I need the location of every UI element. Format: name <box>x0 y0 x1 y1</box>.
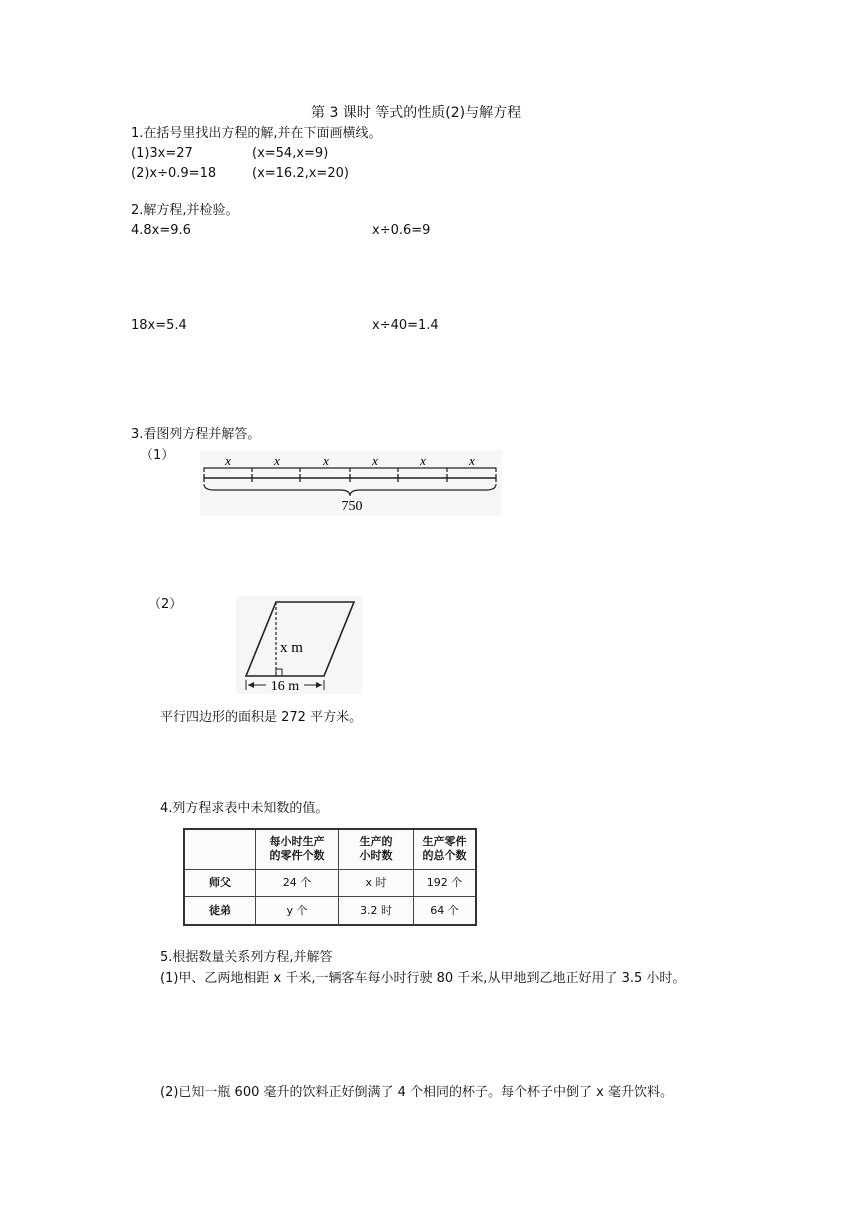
table-cell: x 时 <box>339 869 414 897</box>
segment-x-label-1: x <box>225 453 231 468</box>
table-header-rate: 每小时生产 的零件个数 <box>256 829 339 869</box>
segment-x-label-4: x <box>372 453 378 468</box>
segment-diagram <box>200 450 502 516</box>
table-header-row <box>184 829 476 869</box>
table-cell: 192 个 <box>414 869 477 897</box>
segment-x-label-3: x <box>323 453 329 468</box>
q2-equation-3: 18x=5.4 <box>131 318 187 333</box>
q2-equation-4: x÷40=1.4 <box>372 318 439 333</box>
table-cell: 徒弟 <box>184 897 256 925</box>
parallelogram-base-label: 16 m <box>270 679 300 694</box>
table-row <box>184 897 476 925</box>
segment-x-label-2: x <box>274 453 280 468</box>
parallelogram-diagram <box>236 596 362 694</box>
q1-item-2-options: (x=16.2,x=20) <box>252 166 349 181</box>
q3-part2-text: 平行四边形的面积是 272 平方米。 <box>160 710 363 725</box>
q2-equation-1: 4.8x=9.6 <box>131 223 191 238</box>
q1-item-1-options: (x=54,x=9) <box>252 146 329 161</box>
table-header-hours: 生产的 小时数 <box>339 829 414 869</box>
table-cell: 3.2 时 <box>339 897 414 925</box>
table-cell: 64 个 <box>414 897 477 925</box>
table-header-corner <box>184 829 256 869</box>
q5-part2: (2)已知一瓶 600 毫升的饮料正好倒满了 4 个相同的杯子。每个杯子中倒了 x 毫升饮料。 <box>160 1085 673 1100</box>
q2-equation-2: x÷0.6=9 <box>372 223 431 238</box>
table-cell: 师父 <box>184 869 256 897</box>
q3-part2-label: （2） <box>148 597 183 612</box>
q3-part1-label: （1） <box>140 448 175 463</box>
q5-part1: (1)甲、乙两地相距 x 千米,一辆客车每小时行驶 80 千米,从甲地到乙地正好用了 3.5 小时。 <box>160 971 686 986</box>
parallelogram-height-label: x m <box>280 640 303 656</box>
q3-prompt: 3.看图列方程并解答。 <box>131 427 261 442</box>
q1-item-1-equation: (1)3x=27 <box>131 146 193 161</box>
production-table <box>183 828 477 926</box>
table-row <box>184 869 476 897</box>
q4-prompt: 4.列方程求表中未知数的值。 <box>160 801 329 816</box>
q5-prompt: 5.根据数量关系列方程,并解答 <box>160 950 333 965</box>
q1-prompt: 1.在括号里找出方程的解,并在下面画横线。 <box>131 126 382 141</box>
segment-x-label-6: x <box>469 453 475 468</box>
table-cell: 24 个 <box>256 869 339 897</box>
table-cell: y 个 <box>256 897 339 925</box>
segment-x-label-5: x <box>420 453 426 468</box>
table-header-total: 生产零件 的总个数 <box>414 829 477 869</box>
page-title: 第 3 课时 等式的性质(2)与解方程 <box>311 105 522 121</box>
q2-prompt: 2.解方程,并检验。 <box>131 203 239 218</box>
segment-total-label: 750 <box>341 499 363 514</box>
q1-item-2-equation: (2)x÷0.9=18 <box>131 166 217 181</box>
